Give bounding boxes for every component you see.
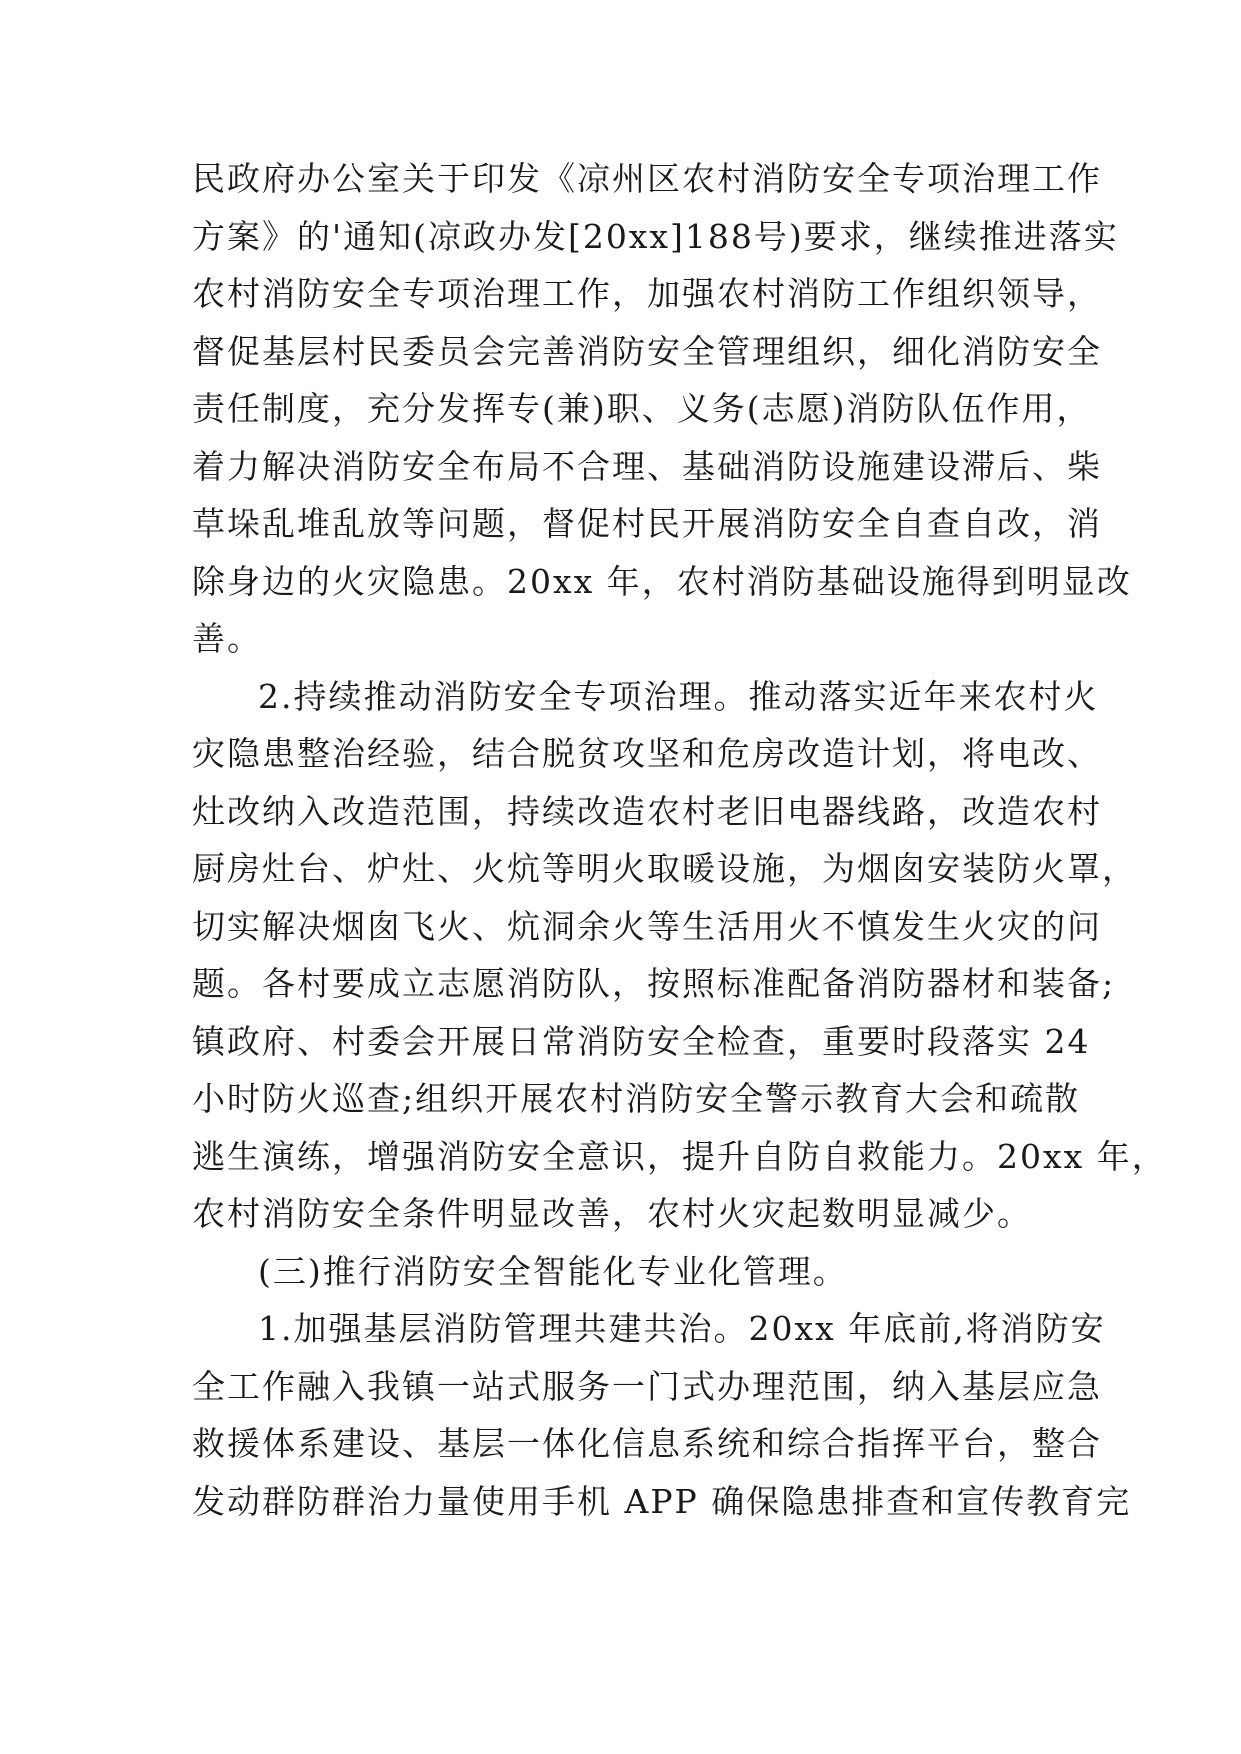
text-line: 2.持续推动消防安全专项治理。推动落实近年来农村火 [258,676,1099,716]
text-line: 农村消防安全专项治理工作，加强农村消防工作组织领导， [192,274,1102,313]
text-line: 着力解决消防安全布局不合理、基础消防设施建设滞后、柴 [192,446,1102,486]
text-line: 逃生演练，增强消防安全意识，提升自防自救能力。20xx 年， [192,1136,1167,1176]
text-line: 灾隐患整治经验，结合脱贫攻坚和危房改造计划，将电改、 [192,734,1102,773]
text-line: 农村消防安全条件明显改善，农村火灾起数明显减少。 [192,1194,1032,1233]
text-line: 发动群防群治力量使用手机 APP 确保隐患排查和宣传教育完 [192,1481,1132,1521]
text-line: 民政府办公室关于印发《凉州区农村消防安全专项治理工作 [192,159,1102,198]
text-line: 全工作融入我镇一站式服务一门式办理范围，纳入基层应急 [192,1366,1102,1406]
text-line: 责任制度，充分发挥专(兼)职、义务(志愿)消防队伍作用， [192,389,1092,428]
document-body [192,150,1167,1530]
text-line: 草垛乱堆乱放等问题，督促村民开展消防安全自查自改，消 [192,504,1102,543]
text-line: 1.加强基层消防管理共建共治。20xx 年底前,将消防安 [258,1309,1106,1348]
text-line: 方案》的'通知(凉政办发[20xx]188号)要求，继续推进落实 [192,216,1119,256]
text-line: 镇政府、村委会开展日常消防安全检查，重要时段落实 24 [192,1021,1091,1061]
text-line: 除身边的火灾隐患。20xx 年，农村消防基础设施得到明显改 [192,561,1132,601]
text-line: 善。 [192,619,262,658]
text-line: 小时防火巡查;组织开展农村消防安全警示教育大会和疏散 [192,1079,1081,1118]
text-line: 题。各村要成立志愿消防队，按照标准配备消防器材和装备; [192,964,1116,1003]
text-line: 救援体系建设、基层一体化信息系统和综合指挥平台，整合 [192,1424,1102,1463]
text-line: 灶改纳入改造范围，持续改造农村老旧电器线路，改造农村 [192,791,1102,831]
text-line: 厨房灶台、炉灶、火炕等明火取暖设施，为烟囱安装防火罩， [192,849,1137,888]
text-line: (三)推行消防安全智能化专业化管理。 [258,1251,848,1291]
text-line: 督促基层村民委员会完善消防安全管理组织，细化消防安全 [192,331,1102,371]
text-line: 切实解决烟囱飞火、炕洞余火等生活用火不慎发生火灾的问 [192,906,1102,946]
